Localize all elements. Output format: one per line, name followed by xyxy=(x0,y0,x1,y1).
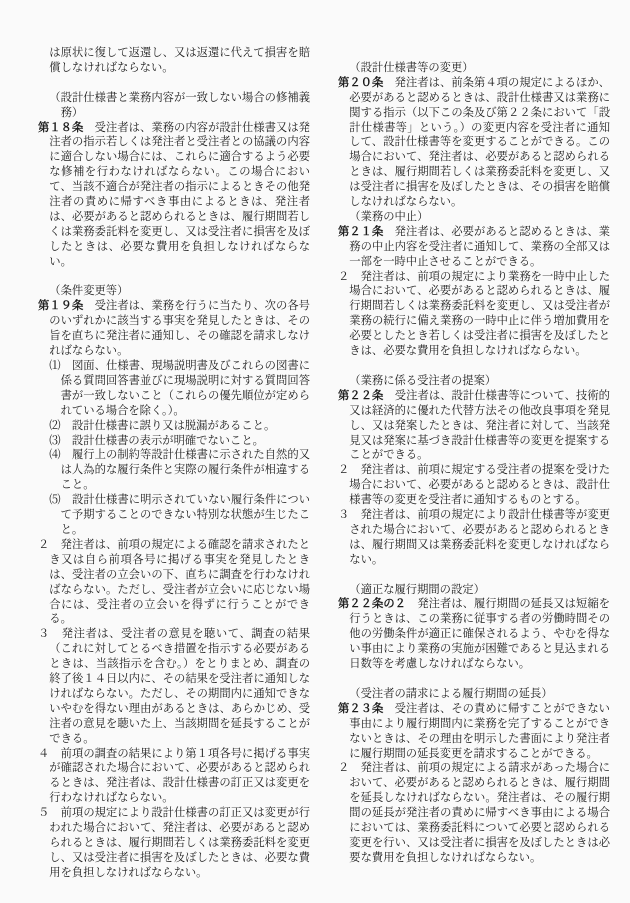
section-heading: （適正な履行期間の設定） xyxy=(349,583,485,596)
section-heading: （設計仕様書等の変更） xyxy=(349,61,474,74)
article-number: 第１９条 xyxy=(38,300,84,313)
article-paragraph: 第２２条の２ 発注者は、履行期間の延長又は短縮を行うときは、この業務に従事する者の労働時間その他の労働条件が適正に確保されるよう、やむを得ない事由により業務の実施が困難であると見込まれる日数等を考慮しなければならない。 xyxy=(338,598,610,671)
section-heading: （設計仕様書と業務内容が一致しない場合の修補義務） xyxy=(49,91,310,119)
numbered-paragraph: ２ 発注者は、前項の規定による請求があった場合において、必要があると認められるときは、履行期間を延長しなければならない。発注者は、その履行期間の延長が発注者の責めに帰すべき事由による場合においては、業務委託料について必要と認められる変更を行い、又は受注者に損害を及ぼしたときは必要な費用を負担しなければならない。 xyxy=(338,762,610,864)
article-paragraph: 第２２条 受注者は、設計仕様書等について、技術的又は経済的に優れた代替方法その他改良事項を発見し、又は発案したときは、発注者に対して、当該発見又は発案に基づき設計仕様書等の変更を提案することができる。 xyxy=(338,389,610,462)
list-item: ⑵ 設計仕様書に誤り又は脱漏があること。 xyxy=(49,419,276,432)
article-number: 第２０条 xyxy=(338,76,384,89)
blank-line xyxy=(338,568,610,583)
two-column-layout xyxy=(38,46,610,881)
article-paragraph: 第２０条 発注者は、前条第４項の規定によるほか、必要があると認めるときは、設計仕様書又は業務に関する指示（以下この条及び第２２条において「設計仕様書等」という。）の変更内容を受注者に通知して、設計仕様書等を変更することができる。この場合において、発注者は、必要があると認められるときは、履行期間若しくは業務委託料を変更し、又は受注者に損害を及ぼしたときは、その損害を賠償しなければならない。 xyxy=(338,76,610,209)
list-item: ⑸ 設計仕様書に明示されていない履行条件について予期することのできない特別な状態が生じたこと。 xyxy=(49,494,310,536)
article-number: 第１８条 xyxy=(38,121,84,134)
blank-line xyxy=(338,46,610,61)
numbered-paragraph: ３ 発注者は、前項の規定により設計仕様書等が変更された場合において、必要があると認められるときは、履行期間又は業務委託料を変更しなければならない。 xyxy=(338,509,610,566)
numbered-paragraph: ４ 前項の調査の結果により第１項各号に掲げる事実が確認された場合において、必要があると認められるときは、発注者は、設計仕様書の訂正又は変更を行わなければならない。 xyxy=(38,747,310,805)
article-paragraph: 第２３条 受注者は、その責めに帰すことができない事由により履行期間内に業務を完了することができないときは、その理由を明示した書面により発注者に履行期間の延長変更を請求することができる。 xyxy=(338,702,610,760)
section-heading: （業務の中止） xyxy=(349,210,429,223)
numbered-paragraph: ２ 発注者は、前項に規定する受注者の提案を受けた場合において、必要があると認めるときは、設計仕様書等の変更を受注者に通知するものとする。 xyxy=(338,464,610,507)
blank-line xyxy=(338,359,610,374)
section-heading: （条件変更等） xyxy=(49,285,129,298)
numbered-paragraph: ５ 前項の規定により設計仕様書の訂正又は変更が行われた場合において、発注者は、必要があると認められるときは、履行期間若しくは業務委託料を変更し、又は受注者に損害を及ぼしたときは、必要な費用を負担しなければならない。 xyxy=(38,807,310,879)
section-heading: （業務に係る受注者の提案） xyxy=(349,374,497,387)
article-number: 第２３条 xyxy=(338,702,384,715)
blank-line xyxy=(338,672,610,687)
section-heading: （受注者の請求による履行期間の延長） xyxy=(349,687,553,700)
article-number: 第２２条の２ xyxy=(338,598,407,611)
article-number: 第２２条 xyxy=(338,389,384,402)
blank-line xyxy=(38,270,310,285)
article-number: 第２１条 xyxy=(338,225,384,238)
numbered-paragraph: ２ 発注者は、前項の規定による確認を請求されたとき又は自ら前項各号に掲げる事実を発見したときは、受注者の立会いの下、直ちに調査を行わなければならない。ただし、受注者が立会いに応じない場合には、受注者の立会いを得ずに行うことができる。 xyxy=(38,538,310,626)
numbered-paragraph: ３ 発注者は、受注者の意見を聴いて、調査の結果（これに対してとるべき措置を指示する必要があるときは、当該指示を含む。）をとりまとめ、調査の終了後１４日以内に、その結果を受注者に通知しなければならない。ただし、その期間内に通知できないやむを得ない理由があるときは、あらかじめ、受注者の意見を聴いた上、当該期間を延長することができる。 xyxy=(38,628,310,745)
continued-paragraph: は原状に復して返還し、又は返還に代えて損害を賠償しなければならない。 xyxy=(49,47,310,74)
blank-line xyxy=(38,76,310,91)
list-item: ⑶ 設計仕様書の表示が明確でないこと。 xyxy=(49,434,264,447)
list-item: ⑷ 履行上の制約等設計仕様書に示された自然的又は人為的な履行条件と実際の履行条件が相違すること。 xyxy=(49,449,310,492)
text-column-right xyxy=(338,46,610,881)
article-paragraph: 第１９条 受注者は、業務を行うに当たり、次の各号のいずれかに該当する事実を発見したときは、その旨を直ちに発注者に通知し、その確認を請求しなければならない。 xyxy=(38,300,310,358)
article-paragraph: 第１８条 受注者は、業務の内容が設計仕様書又は発注者の指示若しくは発注者と受注者との協議の内容に適合しない場合には、これらに適合するよう必要な修補を行わなければならない。この場合において、当該不適合が発注者の指示によるときその他発注者の責めに帰すべき事由によるときは、発注者は、必要があると認められるときは、履行期間若しくは業務委託料を変更し、又は受注者に損害を及ぼしたときは、必要な費用を負担しなければならない。 xyxy=(38,121,310,268)
numbered-paragraph: ２ 発注者は、前項の規定により業務を一時中止した場合において、必要があると認められるときは、履行期間若しくは業務委託料を変更し、又は受注者が業務の続行に備え業務の一時中止に伴う増加費用を必要としたとき若しくは受注者に損害を及ぼしたときは、必要な費用を負担しなければならない。 xyxy=(338,270,610,358)
article-paragraph: 第２１条 発注者は、必要があると認めるときは、業務の中止内容を受注者に通知して、業務の全部又は一部を一時中止させることができる。 xyxy=(338,225,610,268)
text-column-left xyxy=(38,46,310,881)
list-item: ⑴ 図面、仕様書、現場説明書及びこれらの図書に係る質問回答書並びに現場説明に対する質問回答書が一致しないこと（これらの優先順位が定められている場合を除く。）。 xyxy=(49,360,310,417)
